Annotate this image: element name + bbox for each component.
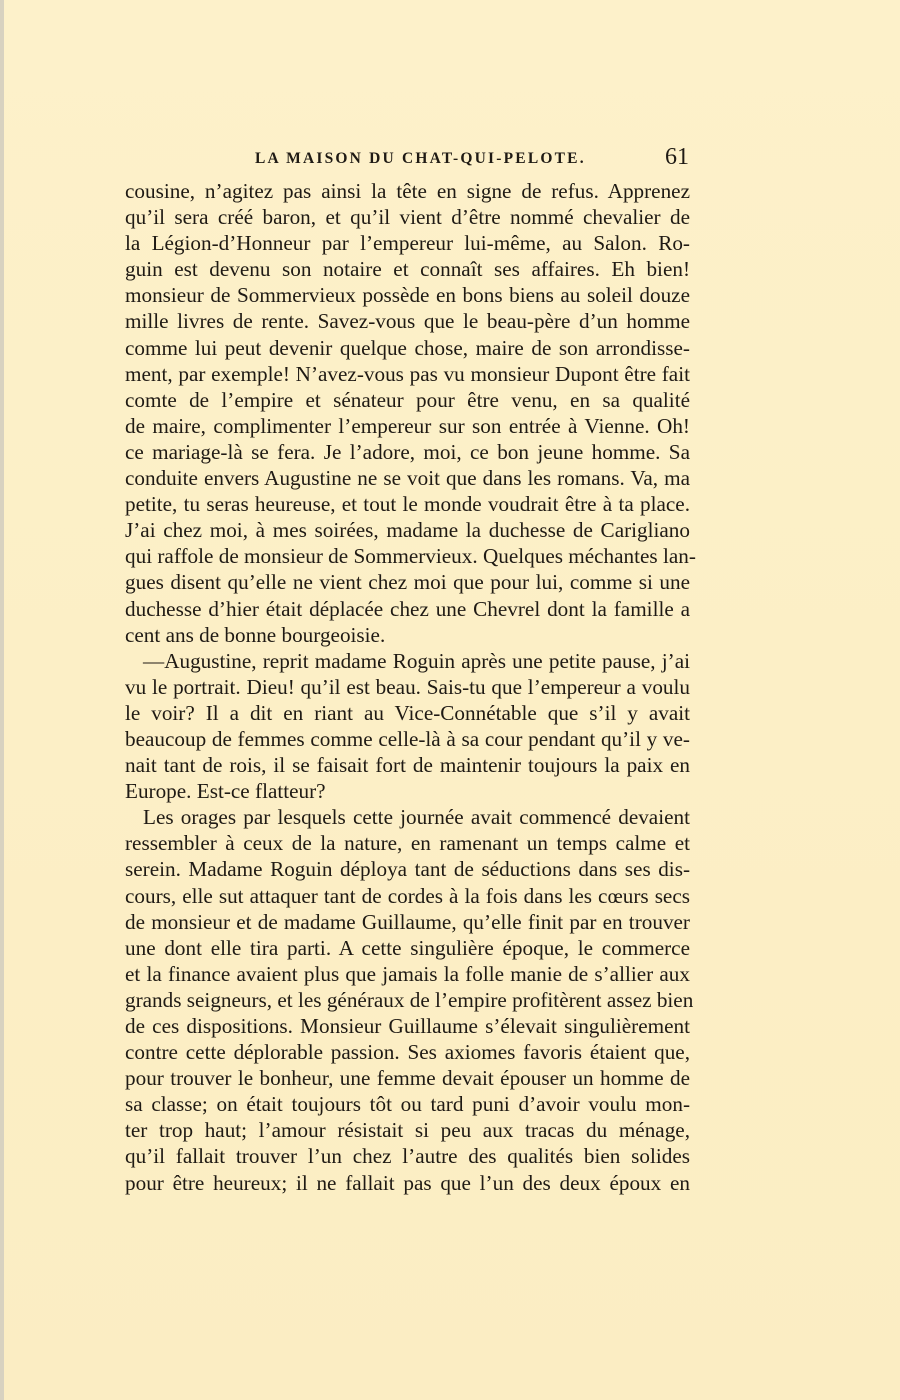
- text-line: duchesse d’hier était déplacée chez une Chevrel dont la famille a: [125, 596, 690, 621]
- text-line: petite, tu seras heureuse, et tout le monde voudrait être à ta place.: [125, 492, 690, 517]
- text-line: monsieur de Sommervieux possède en bons biens au soleil douze: [125, 283, 690, 308]
- text-line: ter trop haut; l’amour résistait si peu aux tracas du ménage,: [125, 1118, 690, 1143]
- text-line: qu’il sera créé baron, et qu’il vient d’être nommé chevalier de: [125, 205, 690, 230]
- text-line: pour trouver le bonheur, une femme devait épouser un homme de: [125, 1066, 690, 1091]
- text-line: conduite envers Augustine ne se voit que dans les romans. Va, ma: [125, 466, 690, 491]
- text-line: comme lui peut devenir quelque chose, maire de son arrondisse-: [125, 335, 690, 360]
- text-line: la Légion-d’Honneur par l’empereur lui-même, au Salon. Ro-: [125, 231, 690, 256]
- page-edge: [0, 0, 4, 1400]
- running-title: LA MAISON DU CHAT-QUI-PELOTE.: [255, 150, 586, 167]
- text-line: ressembler à ceux de la nature, en ramenant un temps calme et: [125, 831, 690, 856]
- text-line: le voir? Il a dit en riant au Vice-Connétable que s’il y avait: [125, 700, 690, 725]
- text-line: une dont elle tira parti. A cette singulière époque, le commerce: [125, 935, 690, 960]
- text-line: sa classe; on était toujours tôt ou tard puni d’avoir voulu mon-: [125, 1092, 690, 1117]
- paragraph-end-line: Europe. Est-ce flatteur?: [125, 779, 326, 804]
- paragraph-start-line: —Augustine, reprit madame Roguin après une petite pause, j’ai: [143, 648, 690, 673]
- text-line: comte de l’empire et sénateur pour être venu, en sa qualité: [125, 387, 690, 412]
- text-line: vu le portrait. Dieu! qu’il est beau. Sais-tu que l’empereur a voulu: [125, 674, 690, 699]
- text-line: ment, par exemple! N’avez-vous pas vu monsieur Dupont être fait: [125, 361, 690, 386]
- text-line: et la finance avaient plus que jamais la folle manie de s’allier aux: [125, 961, 690, 986]
- text-line: cousine, n’agitez pas ainsi la tête en signe de refus. Apprenez: [125, 179, 690, 203]
- text-line: cours, elle sut attaquer tant de cordes à la fois dans les cœurs secs: [125, 883, 690, 908]
- text-line: nait tant de rois, il se faisait fort de maintenir toujours la paix en: [125, 753, 690, 778]
- text-line: contre cette déplorable passion. Ses axiomes favoris étaient que,: [125, 1040, 690, 1065]
- page-number: 61: [665, 144, 689, 170]
- text-line: qu’il fallait trouver l’un chez l’autre des qualités bien solides: [125, 1144, 690, 1169]
- text-line: qui raffole de monsieur de Sommervieux. Quelques méchantes lan-: [125, 544, 696, 569]
- text-line: de monsieur et de madame Guillaume, qu’elle finit par en trouver: [125, 909, 690, 934]
- running-header: [255, 146, 689, 176]
- text-line: J’ai chez moi, à mes soirées, madame la duchesse de Carigliano: [125, 518, 690, 543]
- text-line: serein. Madame Roguin déploya tant de séductions dans ses dis-: [125, 857, 690, 882]
- body-text: [125, 178, 696, 1196]
- text-line: gues disent qu’elle ne vient chez moi que pour lui, comme si une: [125, 570, 690, 595]
- text-line: beaucoup de femmes comme celle-là à sa cour pendant qu’il y ve-: [125, 726, 690, 751]
- text-line: guin est devenu son notaire et connaît ses affaires. Eh bien!: [125, 257, 690, 282]
- text-line: de ces dispositions. Monsieur Guillaume s’élevait singulièrement: [125, 1014, 690, 1038]
- paragraph-start-line: Les orages par lesquels cette journée avait commencé devaient: [143, 805, 690, 830]
- text-line: grands seigneurs, et les généraux de l’empire profitèrent assez bien: [125, 987, 694, 1012]
- text-line: de maire, complimenter l’empereur sur son entrée à Vienne. Oh!: [125, 413, 690, 438]
- text-line: ce mariage-là se fera. Je l’adore, moi, ce bon jeune homme. Sa: [125, 439, 690, 464]
- paragraph-end-line: cent ans de bonne bourgeoisie.: [125, 622, 386, 647]
- text-line: pour être heureux; il ne fallait pas que l’un des deux époux en: [125, 1170, 690, 1195]
- text-line: mille livres de rente. Savez-vous que le beau-père d’un homme: [125, 309, 690, 334]
